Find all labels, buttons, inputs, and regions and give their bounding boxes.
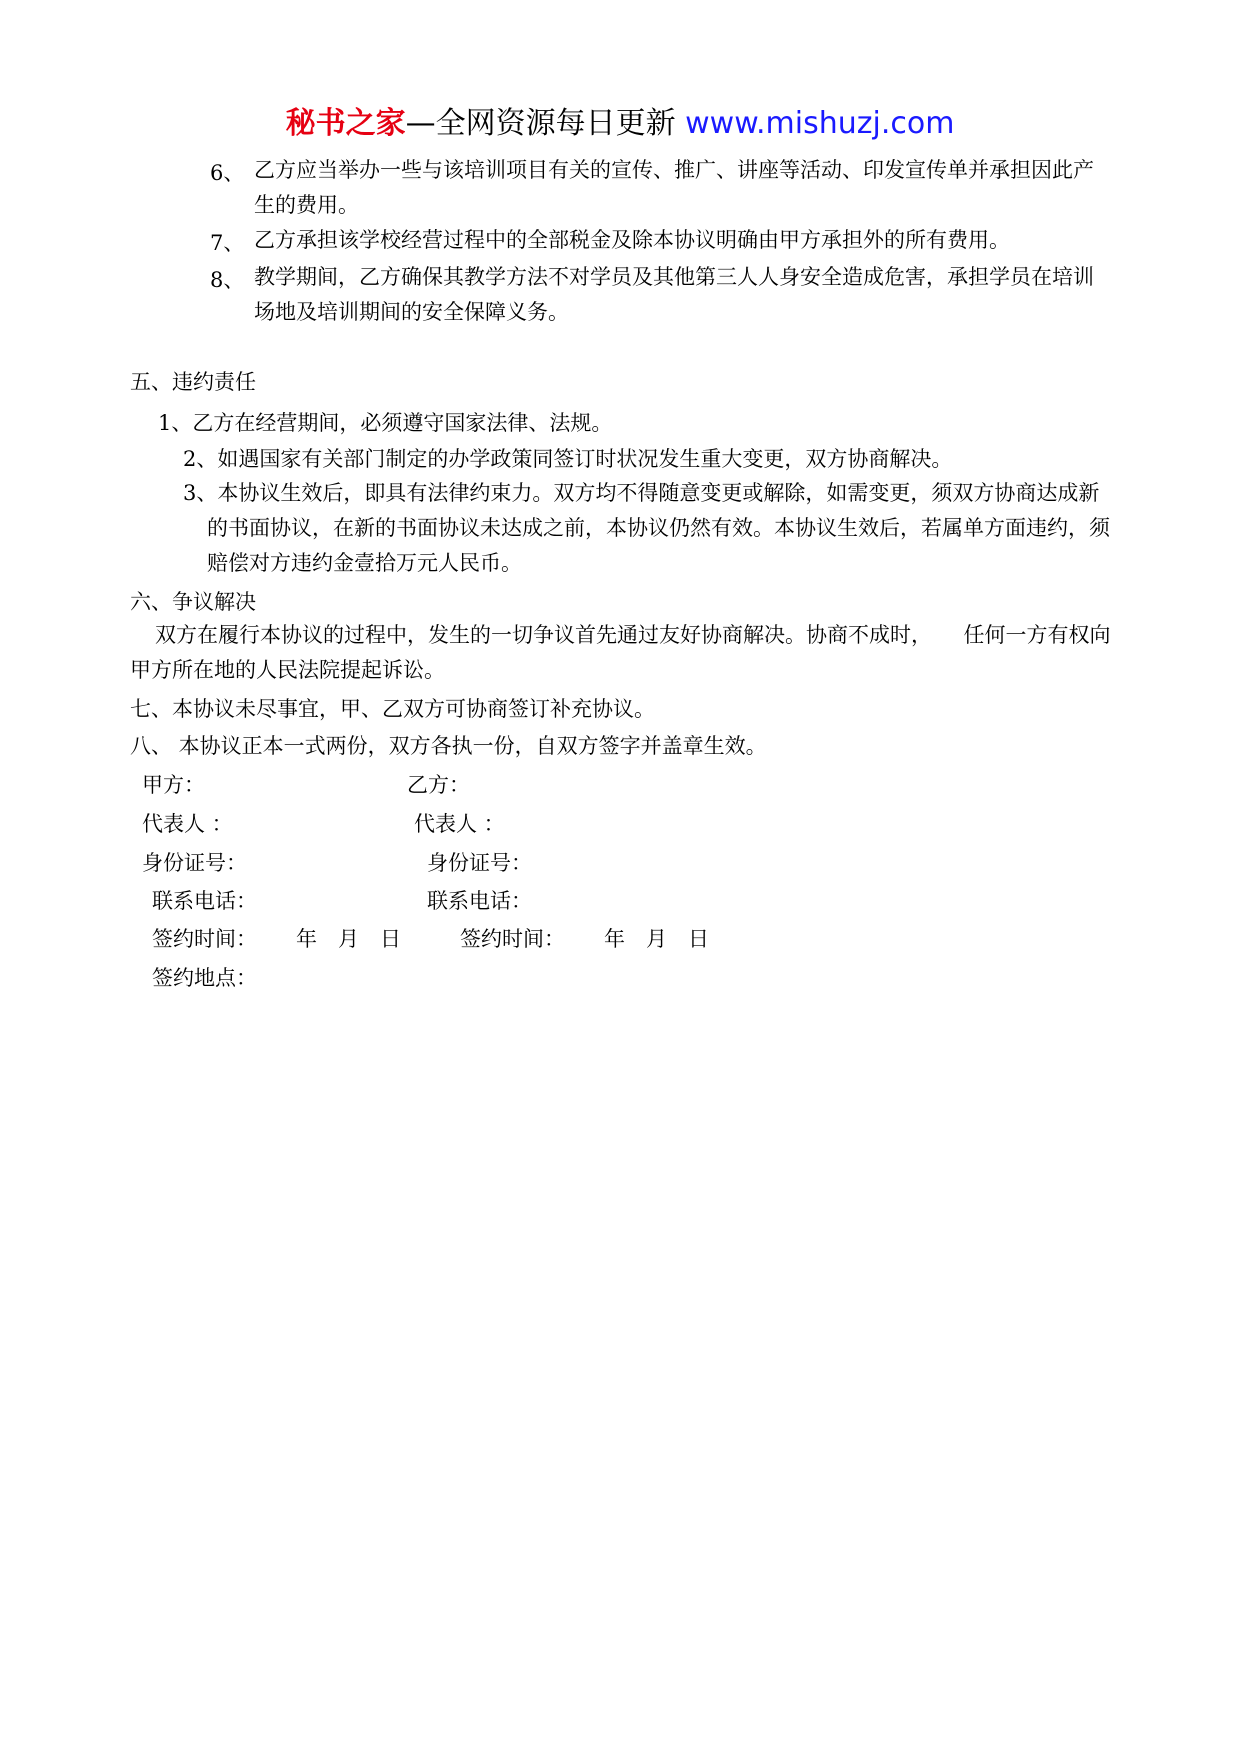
date-b-label: 签约时间： (460, 927, 565, 951)
phone-a-label: 联系电话： (152, 889, 257, 913)
dispute-paragraph: 双方在履行本协议的过程中，发生的一切争议首先通过友好协商解决。协商不成时， 任何一方有权向甲方所在地的人民法院提起诉讼。 (130, 623, 1111, 682)
date-b-ymd: 年 月 日 (604, 927, 709, 951)
item-number: 8、 (210, 268, 245, 292)
item-text: 乙方承担该学校经营过程中的全部税金及除本协议明确由甲方承担外的所有费用。 (254, 228, 1010, 252)
brand-name: 秘书之家 (285, 106, 406, 141)
party-a-label: 甲方： (142, 773, 205, 797)
party-b-label: 乙方： (407, 773, 470, 797)
header-banner (0, 104, 1240, 144)
rep-a-label: 代表人 ： (142, 812, 233, 836)
phone-b-label: 联系电话： (427, 889, 532, 913)
clause-1: 1、乙方在经营期间，必须遵守国家法律、法规。 (158, 411, 613, 435)
item-number: 6、 (210, 161, 245, 185)
section-heading: 五、违约责任 (130, 370, 256, 394)
site-url-link[interactable]: www.mishuzj.com (685, 106, 955, 141)
item-text: 乙方应当举办一些与该培训项目有关的宣传、推广、讲座等活动、印发宣传单并承担因此产生的费用。 (254, 158, 1094, 217)
item-text: 教学期间，乙方确保其教学方法不对学员及其他第三人人身安全造成危害，承担学员在培训场地及培训期间的安全保障义务。 (254, 265, 1094, 324)
clause-3 (183, 476, 1118, 581)
date-a-ymd: 年 月 日 (296, 927, 401, 951)
id-b-label: 身份证号： (427, 851, 532, 875)
clause-2: 2、如遇国家有关部门制定的办学政策同签订时状况发生重大变更，双方协商解决。 (183, 447, 953, 471)
banner-slogan: —全网资源每日更新 (405, 106, 686, 141)
clause-3-text: 3、本协议生效后，即具有法律约束力。双方均不得随意变更或解除，如需变更，须双方协商达成新的书面协议，在新的书面协议未达成之前，本协议仍然有效。本协议生效后，若属单方面违约，须赔偿对方违约金壹拾万元人民币。 (183, 481, 1110, 575)
place-label: 签约地点： (152, 966, 257, 990)
rep-b-label: 代表人 ： (414, 812, 505, 836)
section-8: 八、 本协议正本一式两份，双方各执一份，自双方签字并盖章生效。 (130, 734, 767, 758)
date-a-label: 签约时间： (152, 927, 257, 951)
section-7: 七、本协议未尽事宜，甲、乙双方可协商签订补充协议。 (130, 697, 655, 721)
id-a-label: 身份证号： (142, 851, 247, 875)
section-heading: 六、争议解决 (130, 590, 256, 614)
item-number: 7、 (210, 231, 245, 255)
